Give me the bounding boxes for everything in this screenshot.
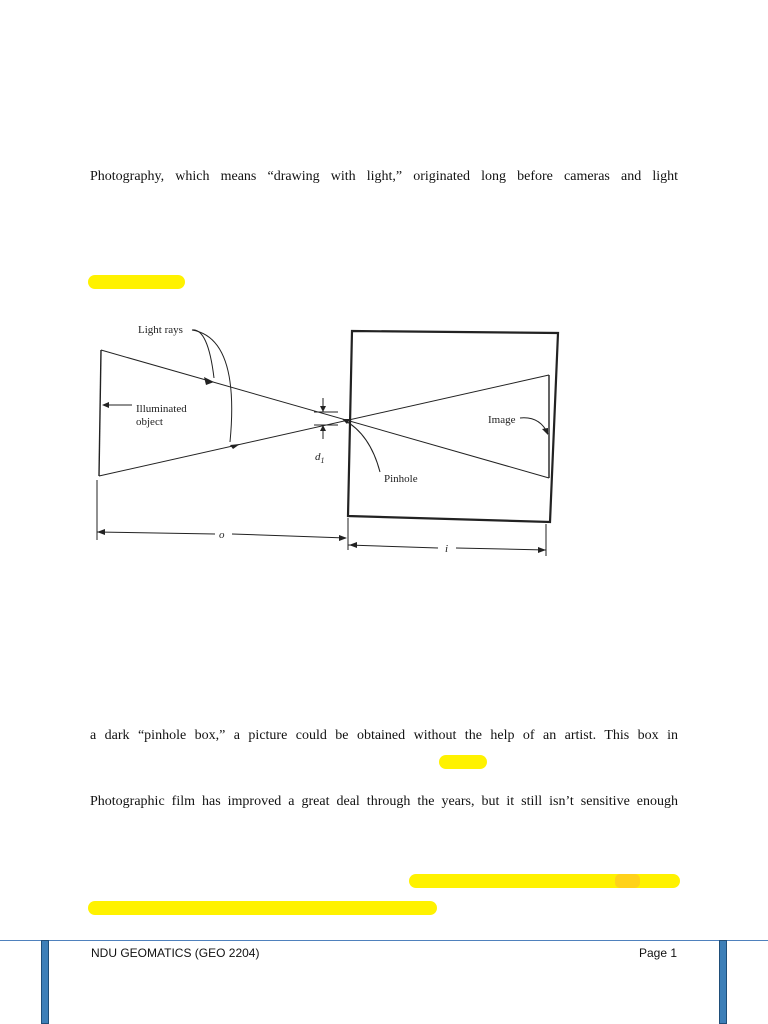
footer-rule — [0, 940, 768, 941]
highlight-mark — [88, 275, 185, 289]
footer-page-number: Page 1 — [639, 946, 678, 960]
image-label: Image — [488, 414, 516, 426]
paragraph-pinhole-box: a dark “pinhole box,” a picture could be obtained without the help of an artist. This box in — [90, 728, 678, 743]
highlight-mark — [439, 755, 487, 769]
o-label: o — [219, 529, 225, 541]
o-dim-right — [232, 534, 346, 538]
i-dim-right — [456, 548, 546, 550]
highlight-mark — [88, 901, 437, 915]
light-rays-leader-1 — [192, 330, 214, 378]
light-rays-label: Light rays — [138, 324, 183, 336]
image-leader — [520, 418, 548, 434]
o-dim-left — [97, 532, 215, 534]
ray-arrow-2 — [230, 444, 240, 449]
illuminated-object-label-1: Illuminated — [136, 403, 187, 415]
i-dim-left — [348, 545, 438, 548]
pinhole-camera-diagram — [90, 308, 570, 570]
footer-accent-right — [719, 940, 727, 1024]
paragraph-photography-intro: Photography, which means “drawing with light,” originated long before cameras and light — [90, 169, 678, 184]
footer-course-title: NDU GEOMATICS (GEO 2204) — [91, 946, 260, 960]
i-label: i — [445, 543, 449, 555]
camera-box — [348, 331, 558, 522]
pinhole-label: Pinhole — [384, 473, 418, 485]
ray-arrow-1 — [204, 377, 214, 385]
object-line — [99, 350, 101, 476]
highlight-mark — [615, 874, 640, 888]
paragraph-photographic-film: Photographic film has improved a great deal through the years, but it still isn’t sensitive enough — [90, 794, 678, 809]
illuminated-object-label-2: object — [136, 416, 163, 428]
footer-accent-left — [41, 940, 49, 1024]
d1-label: $d_1$ — [315, 451, 325, 465]
